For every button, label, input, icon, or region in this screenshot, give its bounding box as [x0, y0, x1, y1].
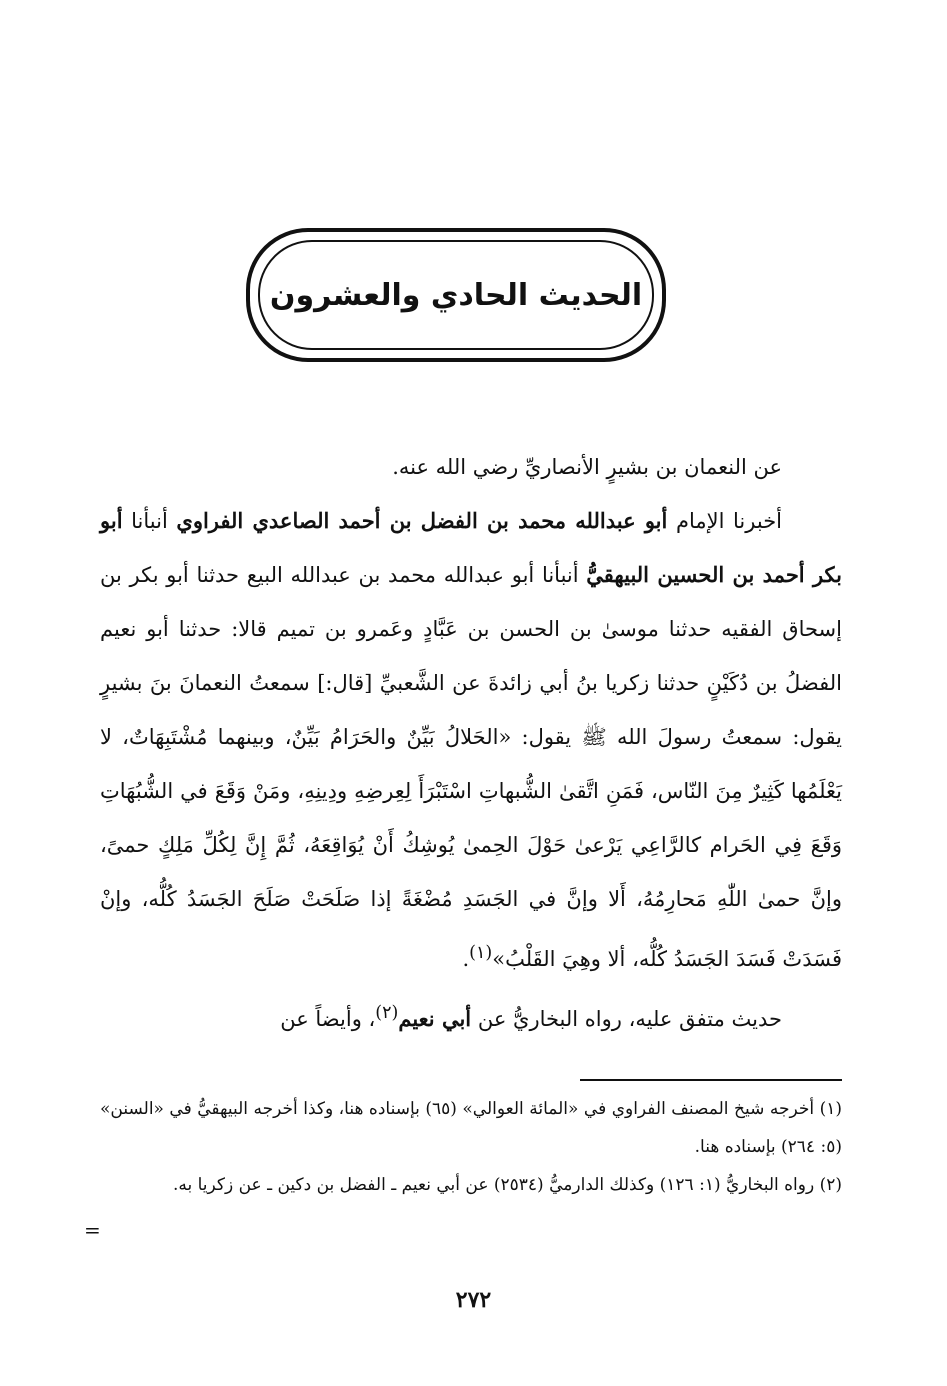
footnote-ref: (٢) — [375, 1003, 399, 1023]
narrator-name-bold: أبو بكر أحمد بن الحسين البيهقيُّ — [100, 508, 842, 587]
narrator-name-bold: أبي نعيم — [398, 1006, 472, 1031]
title-frame — [246, 228, 666, 362]
narrator-name-bold: أبو عبدالله محمد بن الفضل بن أحمد الصاعدي الفراوي — [176, 508, 668, 533]
text-segment: . — [462, 947, 470, 971]
paragraph-isnad — [100, 494, 842, 986]
hadith-text: أنبأنا أبو عبدالله محمد بن عبدالله البيع حدثنا أبو بكر بن إسحاق الفقيه حدثنا موسىٰ بن الحسن بن عَبَّادٍ وعَمرو بن تميم قالا: حدثنا أبو نعيم الفضلُ بن دُكَيْنٍ حدثنا زكريا بنُ أبي زائدةَ عن الشَّعبيِّ [قال:] سمعتُ النعمانَ بنَ بشيرٍ يقول: سمعتُ رسولَ الله ﷺ يقول: «الحَلالُ بَيِّنٌ والحَرَامُ بَيِّنٌ، وبينهما مُشْتَبِهَاتٌ، لا يَعْلَمُها كَثِيرٌ مِنَ النّاس، فَمَنِ اتَّقىٰ الشُّبهاتِ اسْتَبْرَأَ لِعِرضِهِ ودِينِهِ، ومَنْ وَقَعَ في الشُّبُهَاتِ وَقَعَ فِي الحَرام كالرَّاعِي يَرْعىٰ حَوْلَ الحِمىٰ يُوشِكُ أَنْ يُوَاقِعَهُ، ثُمَّ إِنَّ لِكُلِّ مَلِكٍ حمىً، وإنَّ حمىٰ اللّٰهِ مَحارِمُهُ، أَلا وإنَّ في الجَسَدِ مُضْغَةً إذا صَلَحَتْ صَلَحَ الجَسَدُ كُلُّه، وإنْ فَسَدَتْ فَسَدَ الجَسَدُ كُلُّه، ألا وهِيَ القَلْبُ» — [100, 563, 842, 971]
text-segment: أخبرنا الإمام — [667, 509, 783, 533]
footnote-2: (٢) رواه البخاريُّ (١: ١٢٦) وكذلك الدارميُّ (٢٥٣٤) عن أبي نعيم ـ الفضل بن دكين ـ عن زكريا به. — [172, 1175, 842, 1195]
paragraph-takhrij — [100, 986, 842, 1046]
main-text — [100, 440, 842, 1046]
text-segment: حديث متفق عليه، رواه البخاريُّ عن — [471, 1007, 782, 1031]
page-number: ٢٧٢ — [455, 1287, 492, 1313]
footnotes — [100, 1090, 842, 1204]
text-segment: أنبأنا — [122, 509, 177, 533]
continuation-mark: = — [84, 1218, 101, 1242]
footnote-ref: (١) — [469, 943, 493, 963]
chapter-title: الحديث الحادي والعشرون — [269, 278, 643, 313]
footnote-1: (١) أخرجه شيخ المصنف الفراوي في «المائة العوالي» (٦٥) بإسناده هنا، وكذا أخرجه البيهقيُّ في «السنن» (٥: ٢٦٤) بإسناده هنا. — [100, 1099, 842, 1157]
footnote-separator — [580, 1079, 842, 1081]
text-segment: ، وأيضاً عن — [280, 1007, 376, 1031]
paragraph-narrator: عن النعمان بن بشيرٍ الأنصاريِّ رضي الله عنه. — [392, 455, 782, 479]
